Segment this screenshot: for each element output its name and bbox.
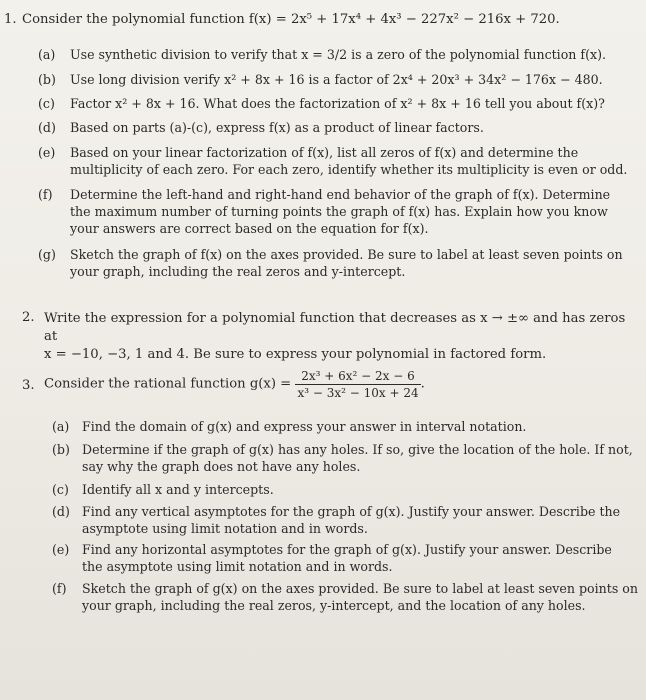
fraction-denominator: x³ − 3x² − 10x + 24 — [297, 386, 419, 400]
q3-part-b — [52, 441, 640, 479]
question-stem-text: Consider the rational function g(x) = — [44, 376, 292, 392]
q3-part-c — [52, 481, 640, 501]
rational-function-fraction — [295, 368, 420, 401]
question-number: 1. — [4, 12, 17, 27]
part-text-line: Based on your linear factorization of f(x), list all zeros of f(x) and determine the — [70, 145, 579, 160]
question-1 — [4, 12, 634, 28]
part-text-line: Identify all x and y intercepts. — [82, 482, 274, 497]
fraction-numerator: 2x³ + 6x² − 2x − 6 — [295, 368, 420, 385]
part-text — [70, 144, 638, 178]
part-text — [70, 71, 638, 88]
question-3 — [22, 368, 634, 410]
question-text — [44, 310, 634, 364]
question-stem — [44, 368, 425, 401]
part-text-line: Sketch the graph of f(x) on the axes provided. Be sure to label at least seven points on — [70, 247, 623, 262]
q3-part-d — [52, 503, 640, 541]
question-number: 3. — [22, 378, 35, 393]
q1-part-g — [38, 246, 638, 284]
q1-part-e — [38, 144, 638, 182]
part-label: (c) — [38, 96, 55, 111]
part-text-line: multiplicity of each zero. For each zero, identify whether its multiplicity is even or odd. — [70, 162, 628, 177]
part-text-line: Based on parts (a)-(c), express f(x) as a product of linear factors. — [70, 120, 484, 135]
part-text — [70, 246, 638, 280]
part-label: (g) — [38, 247, 56, 262]
part-text-line: Use synthetic division to verify that x = 3/2 is a zero of the polynomial function f(x). — [70, 47, 607, 62]
q1-part-c — [38, 95, 638, 115]
part-text — [82, 481, 638, 498]
part-text-line: Find any vertical asymptotes for the graph of g(x). Justify your answer. Describe the — [82, 504, 621, 519]
part-label: (f) — [52, 581, 67, 596]
q1-part-a — [38, 46, 638, 66]
part-text-line: the asymptote using limit notation and in words. — [82, 559, 393, 574]
part-label: (b) — [52, 442, 70, 457]
question-text-line: Write the expression for a polynomial function that decreases as x → ±∞ and has zeros at — [44, 311, 626, 344]
part-label: (a) — [38, 47, 56, 62]
part-text-line: Determine if the graph of g(x) has any holes. If so, give the location of the hole. If not, — [82, 442, 633, 457]
part-label: (a) — [52, 419, 70, 434]
part-label: (f) — [38, 187, 53, 202]
part-label: (d) — [52, 504, 70, 519]
part-text-line: your graph, including the real zeros, y-intercept, and the location of any holes. — [82, 598, 586, 613]
part-text-line: Factor x² + 8x + 16. What does the factorization of x² + 8x + 16 tell you about f(x)? — [70, 96, 605, 111]
part-text — [82, 418, 638, 435]
part-text-line: asymptote using limit notation and in words. — [82, 521, 368, 536]
question-stem-end: . — [420, 376, 425, 392]
q1-part-d — [38, 119, 638, 139]
part-text — [82, 441, 638, 475]
question-text-line: x = −10, −3, 1 and 4. Be sure to express your polynomial in factored form. — [44, 347, 547, 362]
q1-part-b — [38, 71, 638, 91]
question-number: 2. — [22, 310, 35, 325]
part-text-line: Find the domain of g(x) and express your answer in interval notation. — [82, 419, 527, 434]
part-text-line: the maximum number of turning points the graph of f(x) has. Explain how you know — [70, 204, 608, 219]
part-text — [82, 580, 638, 614]
part-text-line: Sketch the graph of g(x) on the axes provided. Be sure to label at least seven points on — [82, 581, 638, 596]
q1-part-f — [38, 186, 638, 242]
q3-part-f — [52, 580, 640, 618]
part-label: (c) — [52, 482, 69, 497]
part-text — [70, 95, 638, 112]
part-text-line: Use long division verify x² + 8x + 16 is a factor of 2x⁴ + 20x³ + 34x² − 176x − 480. — [70, 72, 603, 87]
part-text-line: say why the graph does not have any holes. — [82, 459, 361, 474]
q3-part-e — [52, 541, 640, 579]
part-label: (b) — [38, 72, 56, 87]
part-text-line: Determine the left-hand and right-hand end behavior of the graph of f(x). Determine — [70, 187, 611, 202]
part-text — [82, 503, 638, 537]
part-text-line: your graph, including the real zeros and y-intercept. — [70, 264, 406, 279]
part-label: (e) — [38, 145, 56, 160]
part-label: (e) — [52, 542, 70, 557]
part-text-line: your answers are correct based on the equation for f(x). — [70, 221, 429, 236]
part-text — [82, 541, 638, 575]
part-label: (d) — [38, 120, 56, 135]
q3-part-a — [52, 418, 640, 438]
part-text — [70, 186, 638, 237]
part-text-line: Find any horizontal asymptotes for the graph of g(x). Justify your answer. Describe — [82, 542, 612, 557]
question-stem: Consider the polynomial function f(x) = 2x⁵ + 17x⁴ + 4x³ − 227x² − 216x + 720. — [22, 12, 560, 27]
part-text — [70, 46, 638, 63]
part-text — [70, 119, 638, 136]
